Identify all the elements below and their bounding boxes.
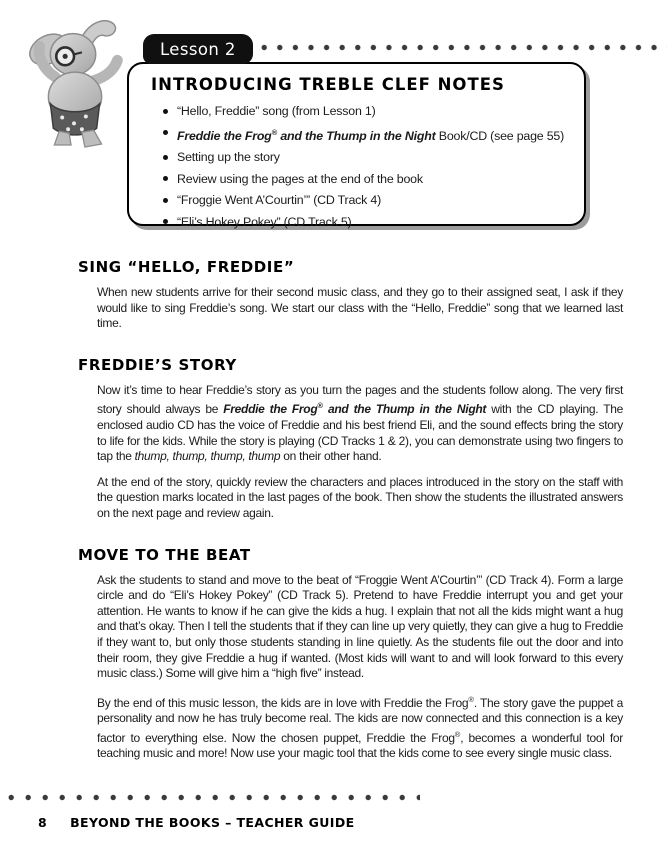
page-number: 8 — [38, 815, 48, 830]
list-item: “Hello, Freddie” song (from Lesson 1) — [163, 104, 568, 118]
paragraph-beat-2: By the end of this music lesson, the kids are in love with Freddie the Frog®. The story gave the puppet a personality and now he has truly become real. The kids are now connected and this connection is a key factor to everything else. Now the chosen puppet, Freddie the Frog®, becomes a wonderful tool for teaching music and more! Now use your magic tool that the kids come to see every single music class. — [97, 694, 624, 761]
list-item: “Froggie Went A’Courtin’” (CD Track 4) — [163, 193, 568, 207]
section-heading-story: FREDDIE’S STORY — [78, 355, 237, 374]
eli-elephant-illustration — [14, 10, 136, 148]
paragraph-story-1: Now it’s time to hear Freddie’s story as you turn the pages and the students follow along. The very first story should always be Freddie the Frog® and the Thump in the Night with the CD playing. The enclosed audio CD has the voice of Freddie and his best friend Eli, and the sound effects bring the story to life for the kids. While the story is playing (CD Tracks 1 & 2), you can demonstrate using two fingers to tap the thump, thump, thump, thump on their other hand. — [97, 382, 623, 464]
list-item: “Eli’s Hokey Pokey” (CD Track 5) — [163, 215, 568, 229]
list-item: Setting up the story — [163, 150, 568, 164]
main-content — [78, 258, 623, 772]
elephant-icon — [14, 10, 136, 148]
dotted-divider-bottom — [8, 794, 420, 801]
page-footer — [38, 815, 355, 830]
paragraph-beat-1: Ask the students to stand and move to the beat of “Froggie Went A’Courtin’” (CD Track 4). Form a large circle and do “Eli’s Hokey Pokey” (CD Track 5). Pretend to have Freddie interrupt you and get your attention. He wants to know if he can give the kids a hug. I explain that not all the kids might want a hug and that’s okay. Then I tell the students that if they can line up very quietly, they can give a hug to Freddie if they want to, but only those students standing in line quietly. As the students file out the door and into their room, they give Freddie a hug if wanted. (Most kids will want to and will look forward to this every music class.) Some will give him a “high five” instead. — [97, 572, 623, 681]
section-heading-beat: MOVE TO THE BEAT — [78, 545, 251, 564]
lesson-materials-list — [151, 104, 568, 229]
paragraph-sing-1: When new students arrive for their second music class, and they go to their assigned seat, I ask if they would like to sing Freddie’s song. We start our class with the “Hello, Freddie” song that we learned last time. — [97, 285, 623, 331]
dotted-divider-top — [261, 44, 667, 51]
lesson-overview-box — [127, 62, 586, 229]
paragraph-story-2: At the end of the story, quickly review the characters and places introduced in the story on the staff with the question marks located in the last pages of the book. Then show the students the illustrated answers on the next page and review again. — [97, 474, 623, 520]
lesson-tab — [143, 34, 253, 64]
list-item: Freddie the Frog® and the Thump in the Night Book/CD (see page 55) — [163, 126, 568, 143]
section-heading-sing: SING “HELLO, FREDDIE” — [78, 258, 295, 276]
list-item: Review using the pages at the end of the book — [163, 172, 568, 186]
lesson-tab-label: Lesson 2 — [160, 39, 236, 59]
footer-title: BEYOND THE BOOKS – TEACHER GUIDE — [70, 815, 355, 830]
box-title: INTRODUCING TREBLE CLEF NOTES — [151, 75, 505, 94]
